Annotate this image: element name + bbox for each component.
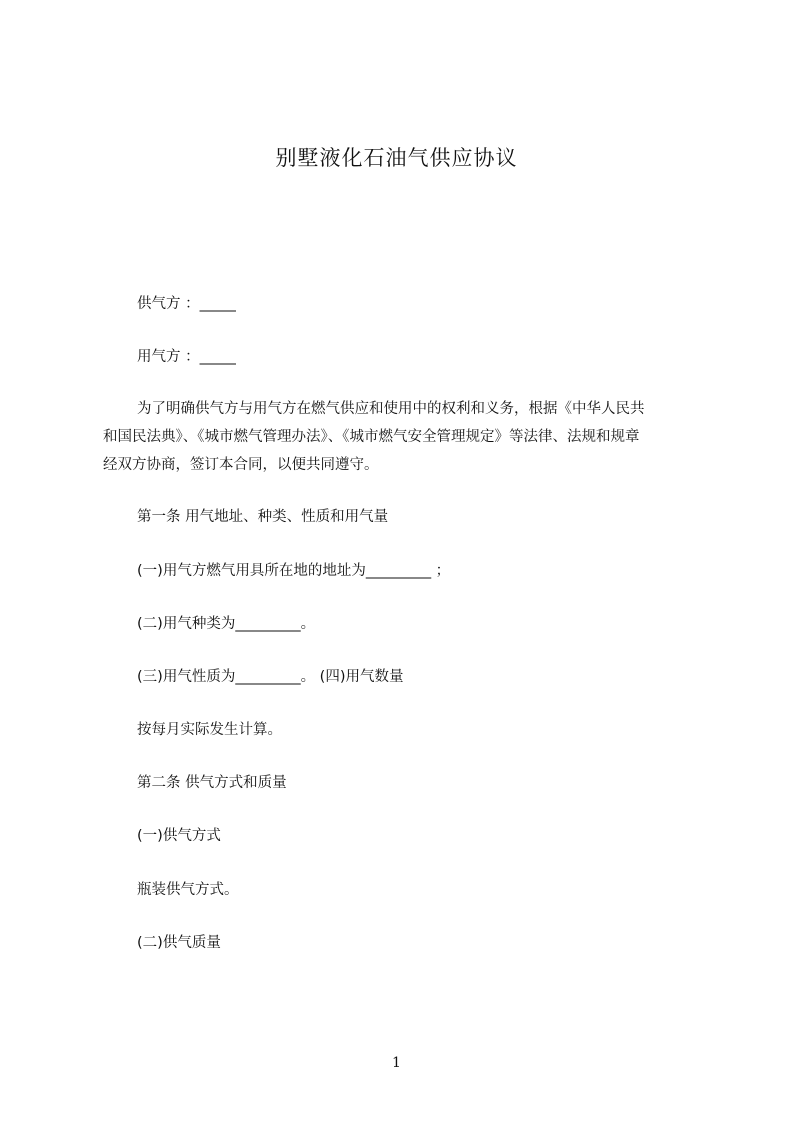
intro-line-3: 经双方协商，签订本合同，以便共同遵守。: [103, 457, 379, 473]
article-2-heading: 第二条 供气方式和质量: [137, 775, 287, 791]
article-1-item-2: (二)用气种类为_________。: [137, 616, 316, 632]
article-1-heading: 第一条 用气地址、种类、性质和用气量: [137, 509, 389, 525]
article-2-item-1-text: 瓶装供气方式。: [137, 882, 239, 898]
intro-line-1: 为了明确供气方与用气方在燃气供应和使用中的权利和义务，根据《中华人民共: [137, 401, 645, 417]
intro-line-2: 和国民法典》、《城市燃气管理办法》、《城市燃气安全管理规定》等法律、法规和规章: [103, 429, 640, 445]
article-2-item-2: (二)供气质量: [137, 935, 221, 951]
page-number: 1: [392, 1055, 401, 1071]
document-title: 别墅液化石油气供应协议: [275, 146, 518, 170]
user-line: 用气方 ：_____: [137, 349, 236, 365]
intro-paragraph: [103, 395, 715, 479]
article-1-item-1: (一)用气方燃气用具所在地的地址为_________ ；: [137, 563, 451, 579]
article-2-item-1: (一)供气方式: [137, 828, 221, 844]
article-1-item-3: (三)用气性质为_________。 (四)用气数量: [137, 669, 404, 685]
supplier-line: 供气方 ：_____: [137, 296, 236, 312]
article-1-item-4-text: 按每月实际发生计算。: [137, 722, 282, 738]
